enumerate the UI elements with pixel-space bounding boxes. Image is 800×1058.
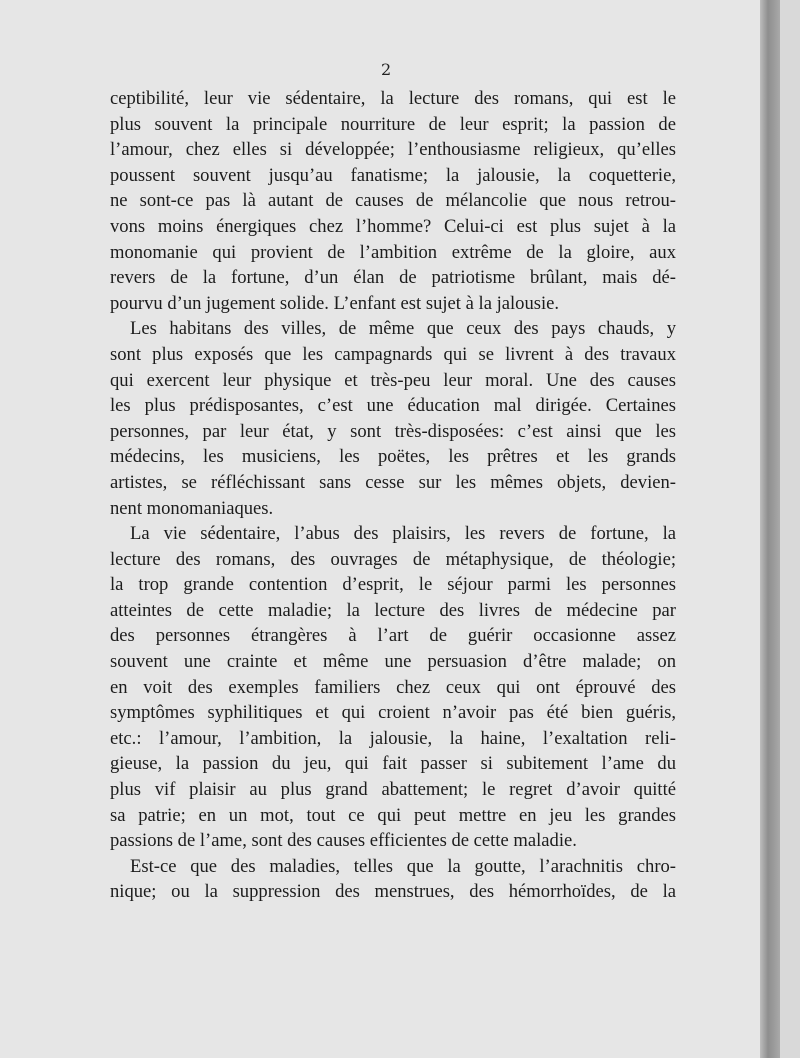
text-line: vons moins énergiques chez l’homme? Celui-ci est plus sujet à la [110,215,676,237]
text-line: atteintes de cette maladie; la lecture des livres de médecine par [110,599,676,621]
paragraph [110,316,676,521]
paragraph [110,86,676,316]
text-line: etc.: l’amour, l’ambition, la jalousie, la haine, l’exaltation reli- [110,727,676,749]
text-line: nique; ou la suppression des menstrues, des hémorrhoïdes, de la [110,881,676,903]
text-line: revers de la fortune, d’un élan de patriotisme brûlant, mais dé- [110,267,676,289]
text-line: ne sont-ce pas là autant de causes de mélancolie que nous retrou- [110,190,676,212]
text-line: la trop grande contention d’esprit, le séjour parmi les personnes [110,574,676,596]
text-line: ceptibilité, leur vie sédentaire, la lecture des romans, qui est le [110,88,676,109]
text-line: La vie sédentaire, l’abus des plaisirs, les revers de fortune, la [130,523,676,545]
body-text [110,86,676,905]
text-line: plus souvent la principale nourriture de leur esprit; la passion de [110,113,676,135]
text-line: sa patrie; en un mot, tout ce qui peut mettre en jeu les grandes [110,804,676,826]
paragraph [110,854,676,905]
text-line: l’amour, chez elles si développée; l’enthousiasme religieux, qu’elles [110,139,676,161]
text-line: nent monomaniaques. [110,497,274,519]
paragraph [110,521,676,854]
text-line: symptômes syphilitiques et qui croient n’avoir pas été bien guéris, [110,702,676,724]
text-line: souvent une crainte et même une persuasion d’être malade; on [110,651,676,673]
text-line: qui exercent leur physique et très-peu leur moral. Une des causes [110,369,676,391]
text-line: des personnes étrangères à l’art de guérir occasionne assez [110,625,676,647]
text-line: en voit des exemples familiers chez ceux qui ont éprouvé des [110,676,676,698]
text-line: les plus prédisposantes, c’est une éducation mal dirigée. Certaines [110,395,676,417]
text-line: passions de l’ame, sont des causes efficientes de cette maladie. [110,830,577,852]
text-line: monomanie qui provient de l’ambition extrême de la gloire, aux [110,241,676,263]
text-line: artistes, se réfléchissant sans cesse sur les mêmes objets, devien- [110,471,676,493]
text-line: poussent souvent jusqu’au fanatisme; la jalousie, la coquetterie, [110,164,676,186]
text-line: pourvu d’un jugement solide. L’enfant est sujet à la jalousie. [110,292,560,314]
text-line: plus vif plaisir au plus grand abattement; le regret d’avoir quitté [110,779,676,801]
page-number: 2 [381,60,392,79]
text-line: médecins, les musiciens, les poëtes, les prêtres et les grands [110,446,676,468]
text-line: lecture des romans, des ouvrages de métaphysique, de théologie; [110,548,676,570]
page-edge-shadow [760,0,780,1058]
text-line: personnes, par leur état, y sont très-disposées: c’est ainsi que les [110,420,676,442]
text-line: sont plus exposés que les campagnards qui se livrent à des travaux [110,343,676,365]
text-line: Les habitans des villes, de même que ceux des pays chauds, y [130,318,676,340]
text-line: Est-ce que des maladies, telles que la goutte, l’arachnitis chro- [130,855,676,877]
text-line: gieuse, la passion du jeu, qui fait passer si subitement l’ame du [110,753,676,775]
